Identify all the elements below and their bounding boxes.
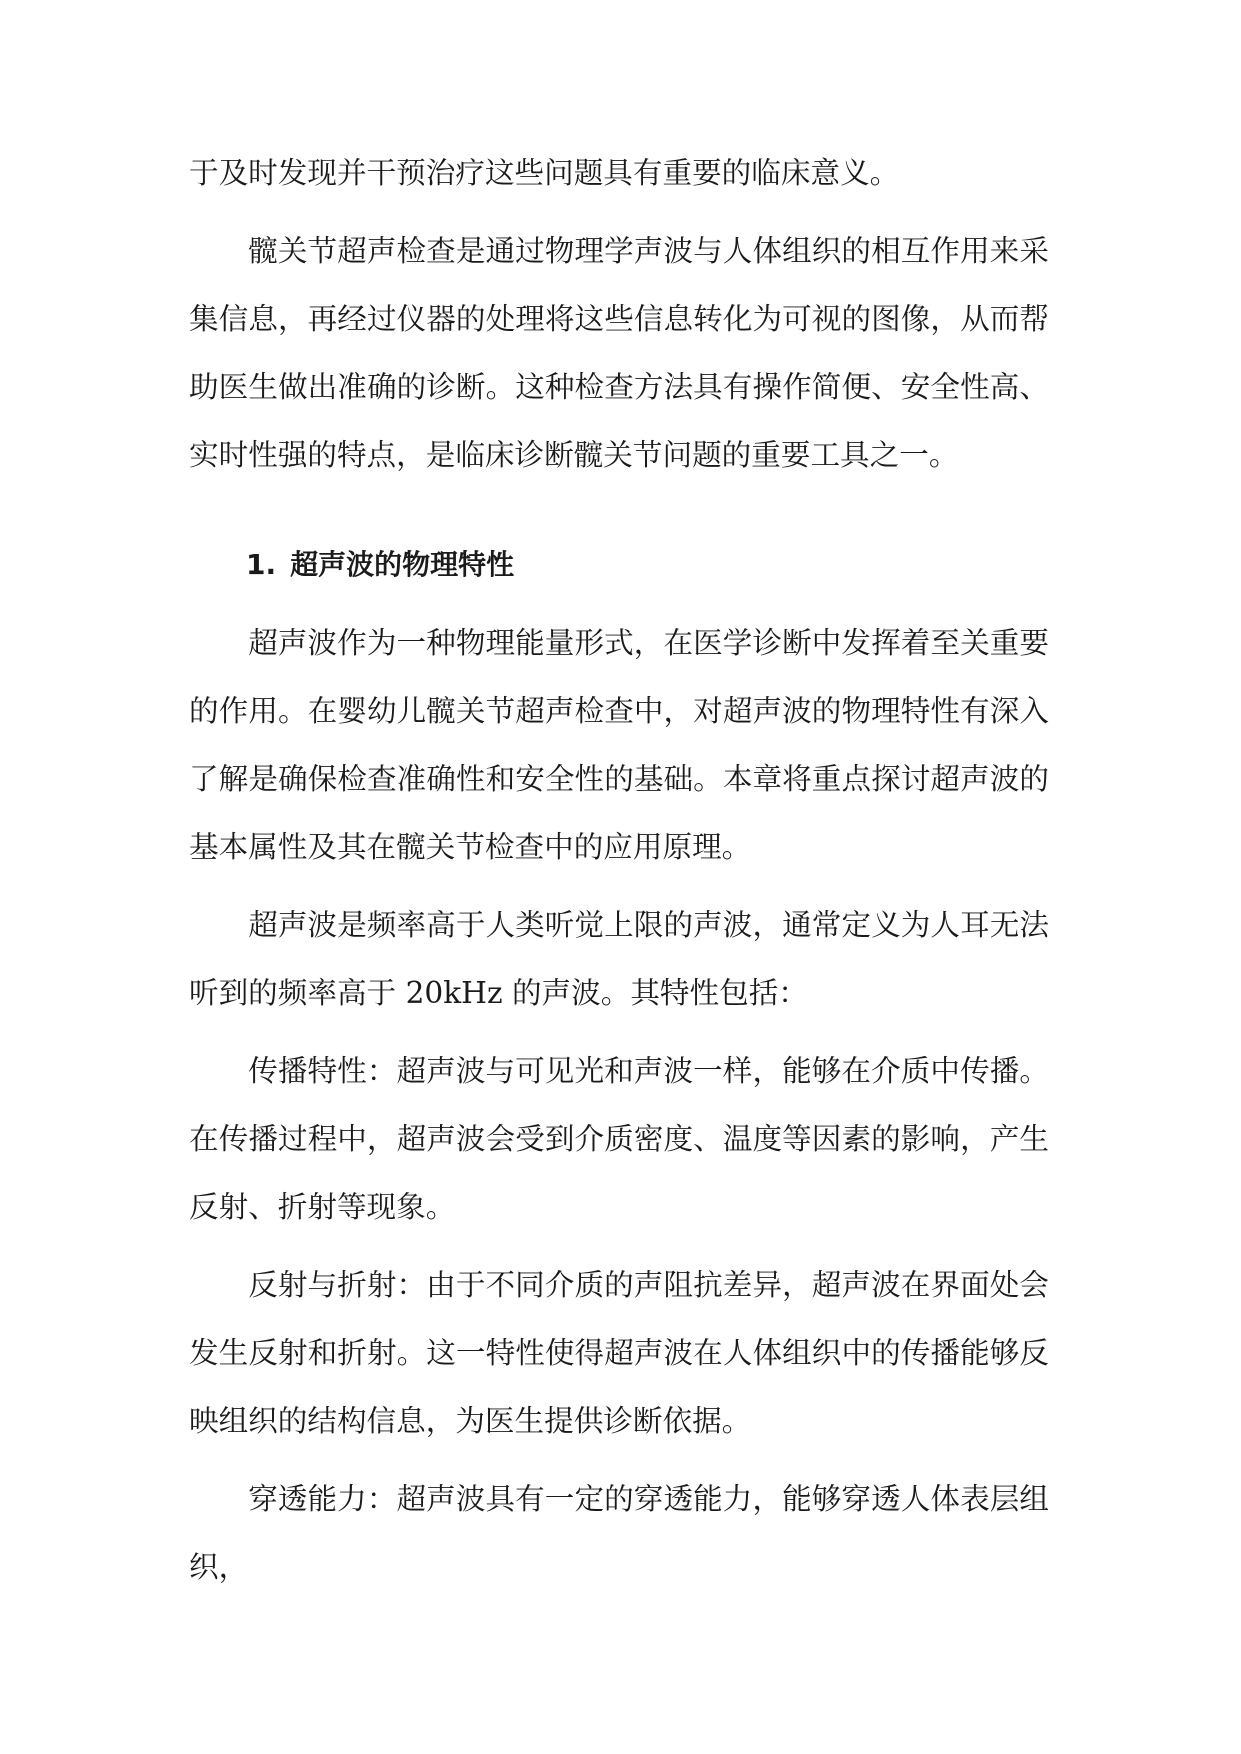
section-heading	[189, 531, 1049, 599]
paragraph-hip-ultrasound-intro: 髋关节超声检查是通过物理学声波与人体组织的相互作用来采集信息，再经过仪器的处理将这些信息转化为可视的图像，从而帮助医生做出准确的诊断。这种检查方法具有操作简便、安全性高、实时性强的特点，是临床诊断髋关节问题的重要工具之一。	[189, 234, 1049, 472]
paragraph-penetration: 穿透能力：超声波具有一定的穿透能力，能够穿透人体表层组织，	[189, 1482, 1049, 1584]
paragraph-propagation: 传播特性：超声波与可见光和声波一样，能够在介质中传播。在传播过程中，超声波会受到介质密度、温度等因素的影响，产生反射、折射等现象。	[189, 1054, 1049, 1224]
section-number: 1.	[246, 548, 277, 581]
paragraph-ultrasound-definition: 超声波是频率高于人类听觉上限的声波，通常定义为人耳无法听到的频率高于 20kHz 的声波。其特性包括：	[189, 908, 1049, 1010]
paragraph-reflection-refraction: 反射与折射：由于不同介质的声阻抗差异，超声波在界面处会发生反射和折射。这一特性使得超声波在人体组织中的传播能够反映组织的结构信息，为医生提供诊断依据。	[189, 1268, 1049, 1438]
paragraph-ultrasound-role: 超声波作为一种物理能量形式，在医学诊断中发挥着至关重要的作用。在婴幼儿髋关节超声检查中，对超声波的物理特性有深入了解是确保检查准确性和安全性的基础。本章将重点探讨超声波的基本属性及其在髋关节检查中的应用原理。	[189, 626, 1049, 864]
document-body	[189, 139, 1049, 1611]
section-title: 超声波的物理特性	[290, 548, 515, 581]
paragraph-continuation: 于及时发现并干预治疗这些问题具有重要的临床意义。	[189, 156, 900, 190]
